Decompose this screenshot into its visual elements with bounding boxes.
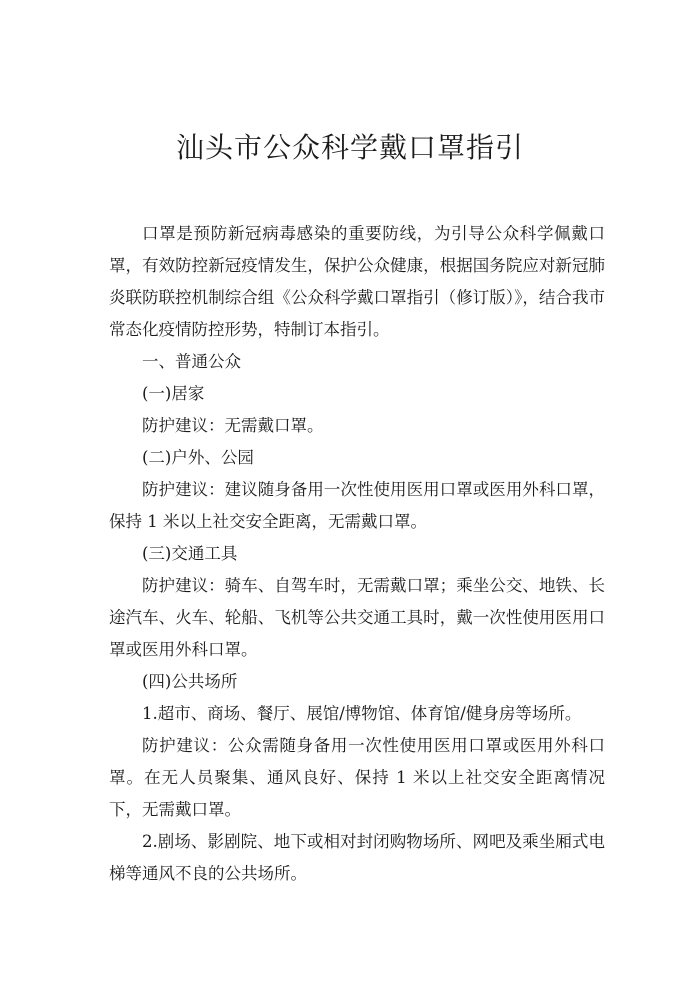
advice-outdoors-park: 防护建议：建议随身备用一次性使用医用口罩或医用外科口罩，保持 1 米以上社交安全距离，无需戴口罩。 <box>109 480 605 531</box>
subsection-heading-public-places: (四)公共场所 <box>142 672 238 691</box>
intro-paragraph: 口罩是预防新冠病毒感染的重要防线，为引导公众科学佩戴口罩，有效防控新冠疫情发生，保护公众健康，根据国务院应对新冠肺炎联防联控机制综合组《公众科学戴口罩指引（修订版）》，结合我市常态化疫情防控形势，特制订本指引。 <box>109 224 605 339</box>
subsection-heading-outdoors-park: (二)户外、公园 <box>142 448 254 467</box>
advice-transport: 防护建议：骑车、自驾车时，无需戴口罩；乘坐公交、地铁、长途汽车、火车、轮船、飞机等公共交通工具时，戴一次性使用医用口罩或医用外科口罩。 <box>109 576 605 659</box>
subsection-heading-home: (一)居家 <box>142 384 205 403</box>
section-heading-general-public: 一、普通公众 <box>142 352 241 371</box>
subsection-heading-transport: (三)交通工具 <box>142 544 238 563</box>
public-places-item-1: 1.超市、商场、餐厅、展馆/博物馆、体育馆/健身房等场所。 <box>142 704 582 723</box>
document-body <box>109 218 605 890</box>
advice-home: 防护建议：无需戴口罩。 <box>142 416 324 435</box>
advice-public-places-item-1: 防护建议：公众需随身备用一次性使用医用口罩或医用外科口罩。在无人员聚集、通风良好、保持 1 米以上社交安全距离情况下，无需戴口罩。 <box>109 736 605 819</box>
public-places-item-2: 2.剧场、影剧院、地下或相对封闭购物场所、网吧及乘坐厢式电梯等通风不良的公共场所。 <box>109 832 605 883</box>
document-title: 汕头市公众科学戴口罩指引 <box>175 131 524 164</box>
